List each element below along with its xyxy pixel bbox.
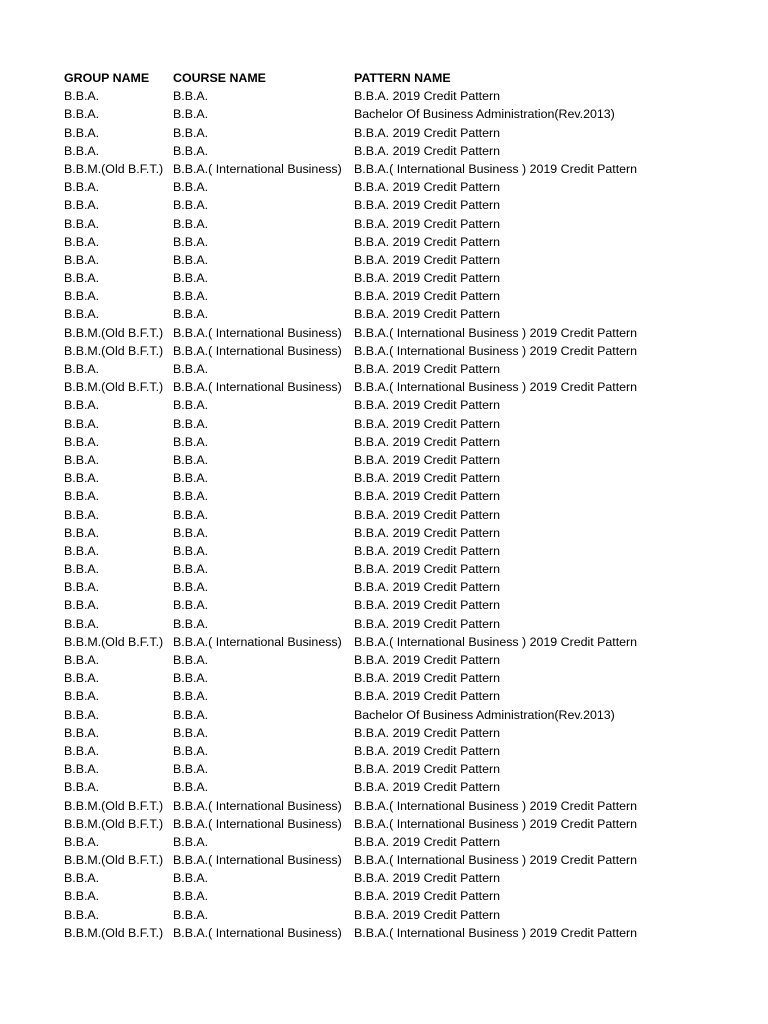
cell-group-name: B.B.A. [64, 671, 100, 686]
table-row [64, 506, 754, 524]
cell-course-name: B.B.A. [173, 907, 209, 922]
cell-group-name: B.B.A. [64, 143, 100, 158]
table-row [64, 360, 754, 378]
cell-course-name: B.B.A. [173, 434, 209, 449]
cell-course-name: B.B.A.( International Business) [173, 925, 342, 940]
table-row [64, 342, 754, 360]
cell-course-name: B.B.A. [173, 834, 209, 849]
cell-pattern-name: B.B.A. 2019 Credit Pattern [354, 143, 501, 158]
cell-pattern-name: B.B.A. 2019 Credit Pattern [354, 434, 501, 449]
cell-course-name: B.B.A.( International Business) [173, 853, 342, 868]
cell-pattern-name: B.B.A. 2019 Credit Pattern [354, 689, 501, 704]
table-row [64, 396, 754, 414]
table-row [64, 906, 754, 924]
cell-pattern-name: B.B.A. 2019 Credit Pattern [354, 907, 501, 922]
cell-course-name: B.B.A. [173, 525, 209, 540]
table-row [64, 687, 754, 705]
cell-course-name: B.B.A. [173, 507, 209, 522]
table-row [64, 105, 754, 123]
cell-group-name: B.B.A. [64, 89, 100, 104]
cell-group-name: B.B.A. [64, 871, 100, 886]
cell-pattern-name: B.B.A. 2019 Credit Pattern [354, 834, 501, 849]
cell-pattern-name: B.B.A. 2019 Credit Pattern [354, 616, 501, 631]
cell-course-name: B.B.A. [173, 180, 209, 195]
cell-course-name: B.B.A. [173, 198, 209, 213]
cell-course-name: B.B.A. [173, 216, 209, 231]
cell-course-name: B.B.A. [173, 543, 209, 558]
cell-course-name: B.B.A. [173, 889, 209, 904]
table-body [64, 87, 754, 942]
cell-course-name: B.B.A. [173, 125, 209, 140]
cell-group-name: B.B.A. [64, 198, 100, 213]
cell-group-name: B.B.A. [64, 452, 100, 467]
table-row [64, 724, 754, 742]
cell-group-name: B.B.A. [64, 707, 100, 722]
cell-group-name: B.B.A. [64, 725, 100, 740]
cell-pattern-name: B.B.A. 2019 Credit Pattern [354, 562, 501, 577]
cell-pattern-name: B.B.A.( International Business ) 2019 Credit Pattern [354, 925, 638, 940]
cell-group-name: B.B.M.(Old B.F.T.) [64, 816, 164, 831]
cell-pattern-name: B.B.A. 2019 Credit Pattern [354, 743, 501, 758]
cell-course-name: B.B.A. [173, 671, 209, 686]
cell-group-name: B.B.A. [64, 416, 100, 431]
cell-course-name: B.B.A.( International Business) [173, 343, 342, 358]
cell-group-name: B.B.A. [64, 907, 100, 922]
table-row [64, 833, 754, 851]
cell-pattern-name: B.B.A. 2019 Credit Pattern [354, 125, 501, 140]
table-row [64, 542, 754, 560]
cell-group-name: B.B.A. [64, 471, 100, 486]
cell-course-name: B.B.A. [173, 107, 209, 122]
table-row [64, 706, 754, 724]
cell-course-name: B.B.A. [173, 707, 209, 722]
cell-pattern-name: B.B.A.( International Business ) 2019 Credit Pattern [354, 634, 638, 649]
table-row [64, 487, 754, 505]
table-row [64, 160, 754, 178]
table-row [64, 797, 754, 815]
cell-pattern-name: B.B.A. 2019 Credit Pattern [354, 307, 501, 322]
cell-pattern-name: B.B.A. 2019 Credit Pattern [354, 725, 501, 740]
cell-course-name: B.B.A. [173, 616, 209, 631]
cell-pattern-name: B.B.A. 2019 Credit Pattern [354, 543, 501, 558]
cell-course-name: B.B.A. [173, 743, 209, 758]
table-row [64, 633, 754, 651]
table-row [64, 742, 754, 760]
cell-course-name: B.B.A. [173, 580, 209, 595]
cell-pattern-name: B.B.A.( International Business ) 2019 Credit Pattern [354, 816, 638, 831]
cell-group-name: B.B.A. [64, 234, 100, 249]
cell-course-name: B.B.A. [173, 89, 209, 104]
cell-course-name: B.B.A.( International Business) [173, 798, 342, 813]
cell-group-name: B.B.A. [64, 107, 100, 122]
table-row [64, 924, 754, 942]
table-row [64, 651, 754, 669]
table-row [64, 887, 754, 905]
cell-course-name: B.B.A. [173, 234, 209, 249]
cell-course-name: B.B.A. [173, 871, 209, 886]
cell-pattern-name: B.B.A. 2019 Credit Pattern [354, 216, 501, 231]
table-header-row [64, 69, 754, 87]
table-row [64, 215, 754, 233]
cell-pattern-name: B.B.A. 2019 Credit Pattern [354, 889, 501, 904]
cell-group-name: B.B.A. [64, 834, 100, 849]
cell-group-name: B.B.M.(Old B.F.T.) [64, 325, 164, 340]
cell-pattern-name: Bachelor Of Business Administration(Rev.2013) [354, 107, 615, 122]
table-row [64, 596, 754, 614]
table-row [64, 251, 754, 269]
table-row [64, 669, 754, 687]
table-row [64, 760, 754, 778]
table-row [64, 415, 754, 433]
cell-group-name: B.B.M.(Old B.F.T.) [64, 161, 164, 176]
cell-pattern-name: B.B.A. 2019 Credit Pattern [354, 525, 501, 540]
cell-group-name: B.B.M.(Old B.F.T.) [64, 380, 164, 395]
cell-pattern-name: B.B.A.( International Business ) 2019 Credit Pattern [354, 343, 638, 358]
cell-course-name: B.B.A. [173, 398, 209, 413]
cell-group-name: B.B.A. [64, 489, 100, 504]
table-row [64, 615, 754, 633]
cell-group-name: B.B.A. [64, 689, 100, 704]
cell-course-name: B.B.A. [173, 452, 209, 467]
cell-pattern-name: B.B.A. 2019 Credit Pattern [354, 252, 501, 267]
cell-course-name: B.B.A. [173, 689, 209, 704]
cell-pattern-name: B.B.A.( International Business ) 2019 Credit Pattern [354, 380, 638, 395]
table-row [64, 269, 754, 287]
cell-pattern-name: B.B.A. 2019 Credit Pattern [354, 198, 501, 213]
cell-course-name: B.B.A. [173, 598, 209, 613]
cell-course-name: B.B.A.( International Business) [173, 816, 342, 831]
cell-course-name: B.B.A. [173, 653, 209, 667]
table-row [64, 378, 754, 396]
cell-pattern-name: B.B.A. 2019 Credit Pattern [354, 89, 501, 104]
cell-group-name: B.B.M.(Old B.F.T.) [64, 925, 164, 940]
cell-pattern-name: B.B.A. 2019 Credit Pattern [354, 180, 501, 195]
cell-group-name: B.B.A. [64, 289, 100, 304]
cell-group-name: B.B.A. [64, 562, 100, 577]
cell-pattern-name: B.B.A. 2019 Credit Pattern [354, 398, 501, 413]
cell-group-name: B.B.M.(Old B.F.T.) [64, 853, 164, 868]
cell-course-name: B.B.A. [173, 762, 209, 777]
cell-group-name: B.B.A. [64, 398, 100, 413]
cell-pattern-name: B.B.A. 2019 Credit Pattern [354, 271, 501, 286]
cell-pattern-name: B.B.A. 2019 Credit Pattern [354, 362, 501, 376]
cell-group-name: B.B.A. [64, 543, 100, 558]
table-row [64, 178, 754, 196]
table-row [64, 305, 754, 323]
cell-pattern-name: B.B.A. 2019 Credit Pattern [354, 598, 501, 613]
cell-pattern-name: B.B.A.( International Business ) 2019 Credit Pattern [354, 853, 638, 868]
cell-course-name: B.B.A. [173, 780, 209, 795]
cell-group-name: B.B.M.(Old B.F.T.) [64, 798, 164, 813]
cell-pattern-name: B.B.A. 2019 Credit Pattern [354, 489, 501, 504]
cell-group-name: B.B.A. [64, 362, 100, 376]
cell-course-name: B.B.A.( International Business) [173, 634, 342, 649]
cell-group-name: B.B.A. [64, 252, 100, 267]
header-course-name: COURSE NAME [173, 71, 266, 85]
cell-pattern-name: B.B.A. 2019 Credit Pattern [354, 762, 501, 777]
table-row [64, 196, 754, 214]
table-row [64, 778, 754, 796]
cell-pattern-name: Bachelor Of Business Administration(Rev.2013) [354, 707, 615, 722]
cell-group-name: B.B.A. [64, 216, 100, 231]
cell-course-name: B.B.A.( International Business) [173, 380, 342, 395]
cell-group-name: B.B.A. [64, 653, 100, 667]
cell-course-name: B.B.A. [173, 289, 209, 304]
cell-course-name: B.B.A. [173, 271, 209, 286]
cell-pattern-name: B.B.A. 2019 Credit Pattern [354, 234, 501, 249]
table-row [64, 815, 754, 833]
table-row [64, 124, 754, 142]
table-row [64, 451, 754, 469]
cell-group-name: B.B.A. [64, 616, 100, 631]
cell-group-name: B.B.M.(Old B.F.T.) [64, 634, 164, 649]
header-pattern-name: PATTERN NAME [354, 71, 451, 85]
spreadsheet-table [64, 69, 754, 942]
cell-group-name: B.B.A. [64, 507, 100, 522]
cell-group-name: B.B.A. [64, 889, 100, 904]
cell-course-name: B.B.A. [173, 362, 209, 376]
cell-course-name: B.B.A. [173, 471, 209, 486]
table-row [64, 287, 754, 305]
cell-group-name: B.B.A. [64, 525, 100, 540]
cell-pattern-name: B.B.A. 2019 Credit Pattern [354, 871, 501, 886]
cell-group-name: B.B.A. [64, 762, 100, 777]
cell-group-name: B.B.A. [64, 743, 100, 758]
table-row [64, 524, 754, 542]
cell-course-name: B.B.A. [173, 489, 209, 504]
cell-pattern-name: B.B.A. 2019 Credit Pattern [354, 580, 501, 595]
cell-group-name: B.B.A. [64, 580, 100, 595]
cell-pattern-name: B.B.A.( International Business ) 2019 Credit Pattern [354, 798, 638, 813]
cell-pattern-name: B.B.A. 2019 Credit Pattern [354, 507, 501, 522]
cell-course-name: B.B.A.( International Business) [173, 325, 342, 340]
table-row [64, 469, 754, 487]
cell-group-name: B.B.A. [64, 434, 100, 449]
cell-group-name: B.B.A. [64, 271, 100, 286]
cell-course-name: B.B.A. [173, 725, 209, 740]
cell-pattern-name: B.B.A. 2019 Credit Pattern [354, 780, 501, 795]
cell-group-name: B.B.A. [64, 180, 100, 195]
cell-course-name: B.B.A.( International Business) [173, 161, 342, 176]
cell-pattern-name: B.B.A. 2019 Credit Pattern [354, 653, 501, 667]
cell-pattern-name: B.B.A. 2019 Credit Pattern [354, 289, 501, 304]
cell-course-name: B.B.A. [173, 562, 209, 577]
cell-pattern-name: B.B.A. 2019 Credit Pattern [354, 471, 501, 486]
header-group-name: GROUP NAME [64, 71, 150, 85]
cell-pattern-name: B.B.A.( International Business ) 2019 Credit Pattern [354, 161, 638, 176]
cell-pattern-name: B.B.A. 2019 Credit Pattern [354, 671, 501, 686]
table-row [64, 578, 754, 596]
cell-pattern-name: B.B.A. 2019 Credit Pattern [354, 416, 501, 431]
cell-course-name: B.B.A. [173, 252, 209, 267]
cell-group-name: B.B.A. [64, 307, 100, 322]
cell-pattern-name: B.B.A. 2019 Credit Pattern [354, 452, 501, 467]
table-row [64, 433, 754, 451]
table-row [64, 869, 754, 887]
table-row [64, 851, 754, 869]
table-row [64, 142, 754, 160]
cell-group-name: B.B.M.(Old B.F.T.) [64, 343, 164, 358]
cell-course-name: B.B.A. [173, 307, 209, 322]
cell-group-name: B.B.A. [64, 125, 100, 140]
table-row [64, 233, 754, 251]
cell-group-name: B.B.A. [64, 780, 100, 795]
table-row [64, 324, 754, 342]
table-row [64, 560, 754, 578]
cell-pattern-name: B.B.A.( International Business ) 2019 Credit Pattern [354, 325, 638, 340]
cell-group-name: B.B.A. [64, 598, 100, 613]
cell-course-name: B.B.A. [173, 143, 209, 158]
table-row [64, 87, 754, 105]
cell-course-name: B.B.A. [173, 416, 209, 431]
